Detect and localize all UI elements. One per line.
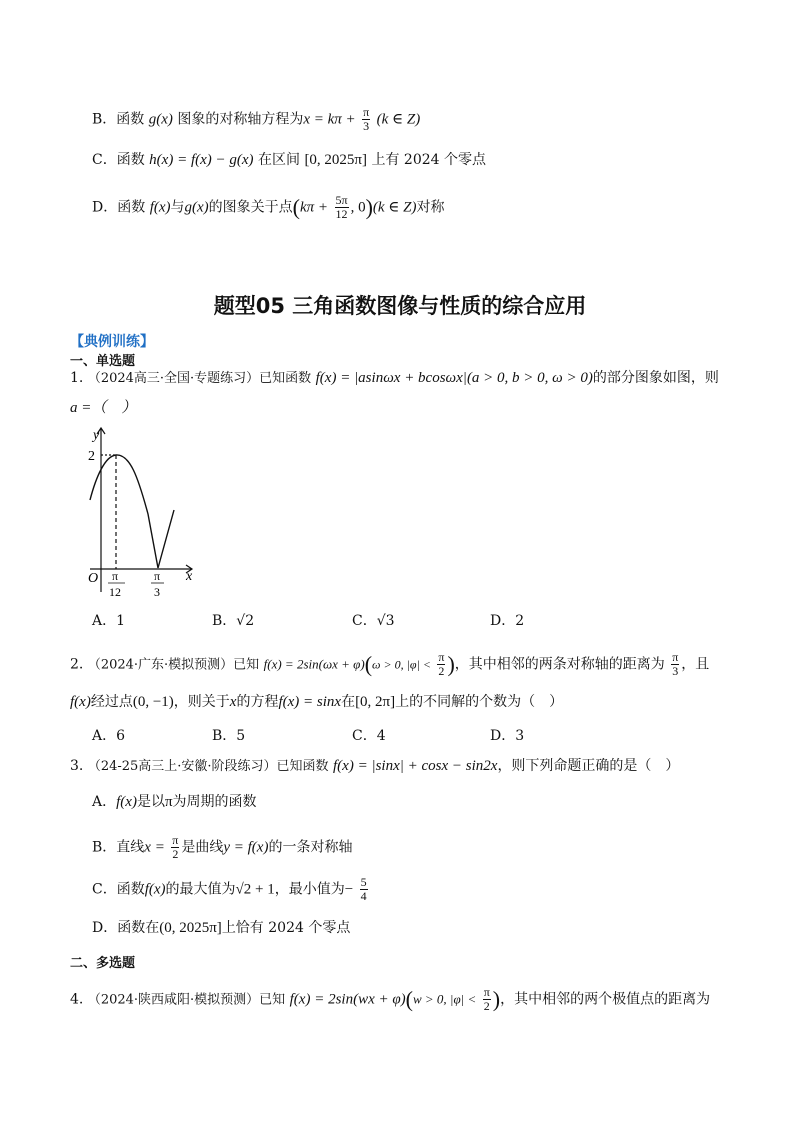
x-tick2-den: 3 xyxy=(154,585,160,599)
x-tick1-num: π xyxy=(112,569,119,583)
q1-option-d[interactable]: D．2 xyxy=(490,613,525,629)
x-axis-label: x xyxy=(186,569,193,584)
q1-option-c[interactable]: C．√3 xyxy=(352,613,395,629)
q2-option-c[interactable]: C．4 xyxy=(352,728,386,744)
q2-option-d[interactable]: D．3 xyxy=(490,728,525,744)
option-c-line: C．函数 h(x) = f(x) − g(x) 在区间 [0, 2025π] 上有 2024 个零点 xyxy=(92,152,486,168)
question-2-line2: f(x)经过点(0, −1)，则关于x的方程f(x) = sinx在[0, 2π]上的不同解的个数为（ ） xyxy=(70,694,564,710)
q1-option-a[interactable]: A．1 xyxy=(92,613,126,629)
y-tick-label: 2 xyxy=(88,449,95,464)
q3-option-c[interactable]: C．函数f(x)的最大值为√2 + 1，最小值为− $\frac{5}{4}$ xyxy=(92,875,367,903)
q3-option-a[interactable]: A．f(x)是以π为周期的函数 xyxy=(92,794,257,810)
fraction: $\frac{\pi}{2}$ xyxy=(172,833,179,861)
fraction: $\frac{\pi}{3}$ xyxy=(363,105,370,133)
question-3: 3. （24-25高三上·安徽·阶段练习）已知函数 f(x) = |sinx| + cosx − sin2x，则下列命题正确的是（ ） xyxy=(70,758,680,774)
q2-option-a[interactable]: A．6 xyxy=(92,728,126,744)
question-4: 4. （2024·陕西咸阳·模拟预测）已知 f(x) = 2sin(wx + φ)(w > 0, |φ| < $\frac{\pi}{2}$ )，其中相邻的两个极值点的距离为 xyxy=(70,985,711,1013)
section-title: 题型05 三角函数图像与性质的综合应用 xyxy=(213,294,587,318)
fraction: $\frac{5}{4}$ xyxy=(360,875,367,903)
x-tick2-num: π xyxy=(154,569,161,583)
function-graph xyxy=(78,422,218,602)
q3-option-d[interactable]: D．函数在(0, 2025π]上恰有 2024 个零点 xyxy=(92,920,351,936)
y-axis-label: y xyxy=(93,428,100,443)
fraction: $\frac{5\pi}{12}$ xyxy=(335,193,348,221)
fraction: $\frac{\pi}{2}$ xyxy=(483,985,490,1013)
q1-option-b[interactable]: B．√2 xyxy=(212,613,255,629)
question-1: 1. （2024高三·全国·专题练习）已知函数 f(x) = |asinωx + bcosωx|(a > 0, b > 0, ω > 0)的部分图象如图，则 xyxy=(70,370,719,386)
x-tick1-den: 12 xyxy=(109,585,121,599)
q2-option-b[interactable]: B．5 xyxy=(212,728,246,744)
option-b-line: B．函数 g(x) 图象的对称轴方程为x = kπ + $\frac{\pi}{3}$ (k ∈ Z) xyxy=(92,105,421,133)
part-single-choice: 一、单选题 xyxy=(70,354,136,369)
question-2: 2. （2024·广东·模拟预测）已知 f(x) = 2sin(ωx + φ)(ω > 0, |φ| < $\frac{\pi}{2}$ )，其中相邻的两条对称轴的距离为 $\frac{\pi}{3}$ ，且 xyxy=(70,650,710,678)
origin-label: O xyxy=(88,571,99,586)
question-1-ask: a =（ ） xyxy=(70,400,137,416)
option-d-line: D．函数 f(x)与g(x)的图象关于点(kπ + $\frac{5\pi}{12}$ , 0)(k ∈ Z)对称 xyxy=(92,193,445,221)
curve xyxy=(90,455,174,568)
fraction: $\frac{\pi}{3}$ xyxy=(672,650,679,678)
fraction: $\frac{\pi}{2}$ xyxy=(438,650,445,678)
example-label: 【典例训练】 xyxy=(70,334,154,350)
q3-option-b[interactable]: B．直线x = $\frac{\pi}{2}$ 是曲线y = f(x)的一条对称轴 xyxy=(92,833,353,861)
part-multi-choice: 二、多选题 xyxy=(70,956,136,971)
